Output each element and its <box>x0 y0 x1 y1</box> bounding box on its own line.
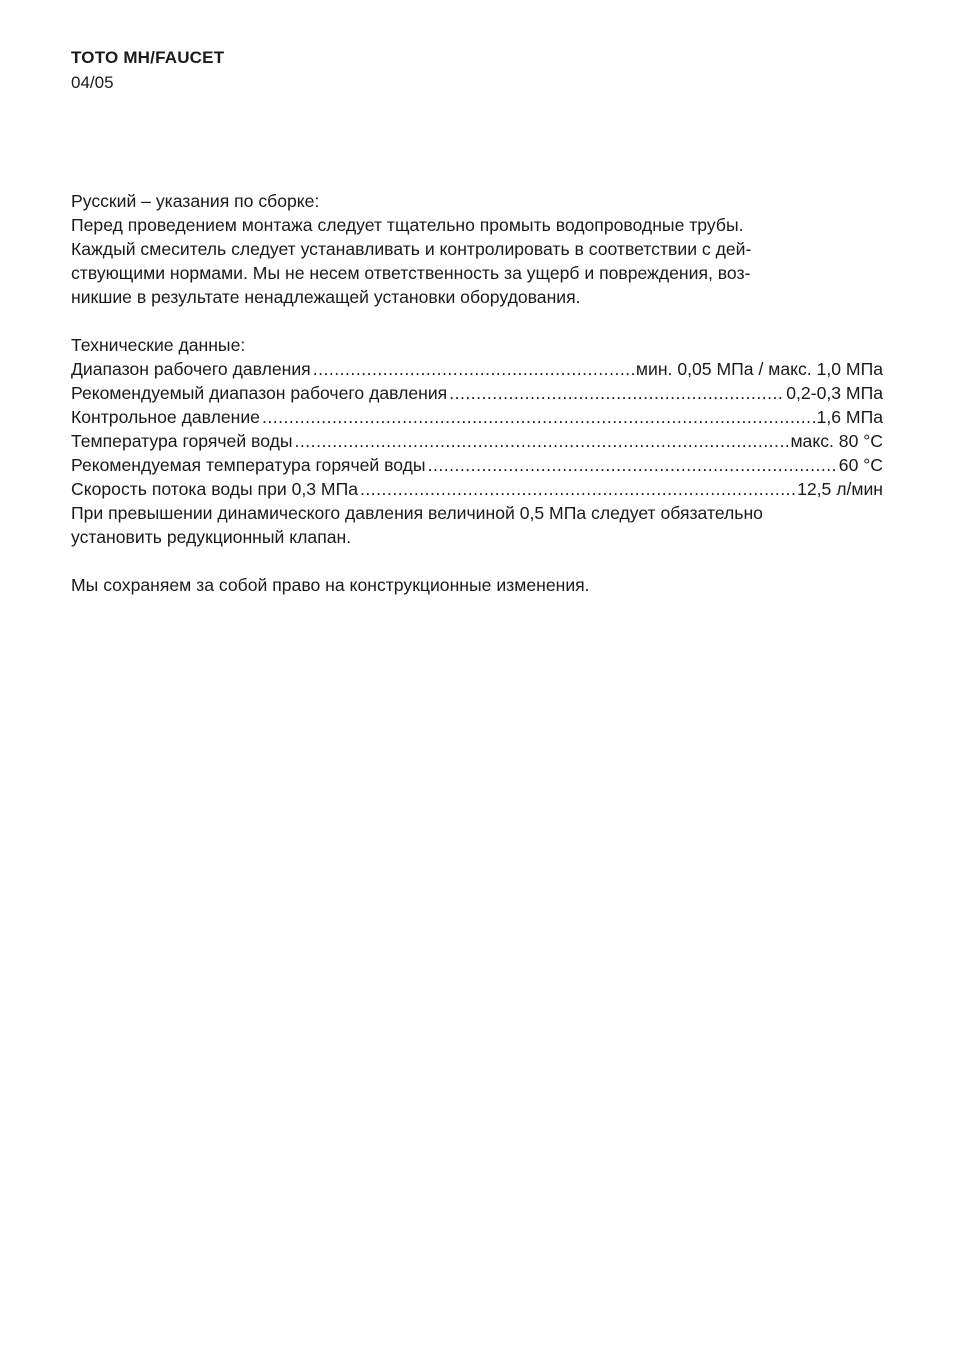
assembly-line: Перед проведением монтажа следует тщательно промыть водопроводные трубы. <box>71 215 744 235</box>
assembly-section <box>71 189 886 309</box>
spec-row-working-pressure <box>71 357 883 381</box>
spec-value: макс. 80 °C <box>790 431 883 451</box>
spec-label: Температура горячей воды <box>71 431 293 451</box>
pressure-note-line: При превышении динамического давления величиной 0,5 МПа следует обязательно <box>71 503 763 523</box>
spec-value: 60 °C <box>838 455 883 475</box>
paragraph-gap <box>71 309 886 333</box>
spec-value: 12,5 л/мин <box>797 479 883 499</box>
paragraph-gap <box>71 549 886 573</box>
spec-value: мин. 0,05 МПа / макс. 1,0 МПа <box>635 359 883 379</box>
spec-label: Контрольное давление <box>71 407 260 427</box>
document-title: TOTO MH/FAUCET <box>71 48 225 67</box>
assembly-line: никшие в результате ненадлежащей установки оборудования. <box>71 287 581 307</box>
technical-data-section <box>71 333 886 549</box>
assembly-heading: Русский – указания по сборке: <box>71 191 320 211</box>
pressure-note-line: установить редукционный клапан. <box>71 527 352 547</box>
dot-leader <box>360 477 795 501</box>
spec-label: Диапазон рабочего давления <box>71 359 311 379</box>
assembly-line: Каждый смеситель следует устанавливать и контролировать в соответствии с дей- <box>71 239 752 259</box>
assembly-line: ствующими нормами. Мы не несем ответственность за ущерб и повреждения, воз- <box>71 263 751 283</box>
dot-leader <box>313 357 634 381</box>
dot-leader <box>449 381 784 405</box>
spec-row-test-pressure <box>71 405 883 429</box>
dot-leader <box>295 429 789 453</box>
spec-label: Скорость потока воды при 0,3 МПа <box>71 479 358 499</box>
page-number: 04/05 <box>71 73 114 92</box>
dot-leader <box>428 453 837 477</box>
spec-label: Рекомендуемая температура горячей воды <box>71 455 426 475</box>
spec-label: Рекомендуемый диапазон рабочего давления <box>71 383 448 403</box>
spec-row-hot-water-temp <box>71 429 883 453</box>
spec-row-recommended-pressure <box>71 381 883 405</box>
rights-reserved-note: Мы сохраняем за собой право на конструкционные изменения. <box>71 575 590 595</box>
spec-row-flow-rate <box>71 477 883 501</box>
spec-value: 0,2-0,3 МПа <box>786 383 883 403</box>
spec-value: 1,6 МПа <box>816 407 883 427</box>
technical-data-heading: Технические данные: <box>71 335 246 355</box>
spec-row-recommended-temp <box>71 453 883 477</box>
document-body <box>71 189 886 597</box>
document-header <box>71 47 224 94</box>
dot-leader <box>262 405 815 429</box>
